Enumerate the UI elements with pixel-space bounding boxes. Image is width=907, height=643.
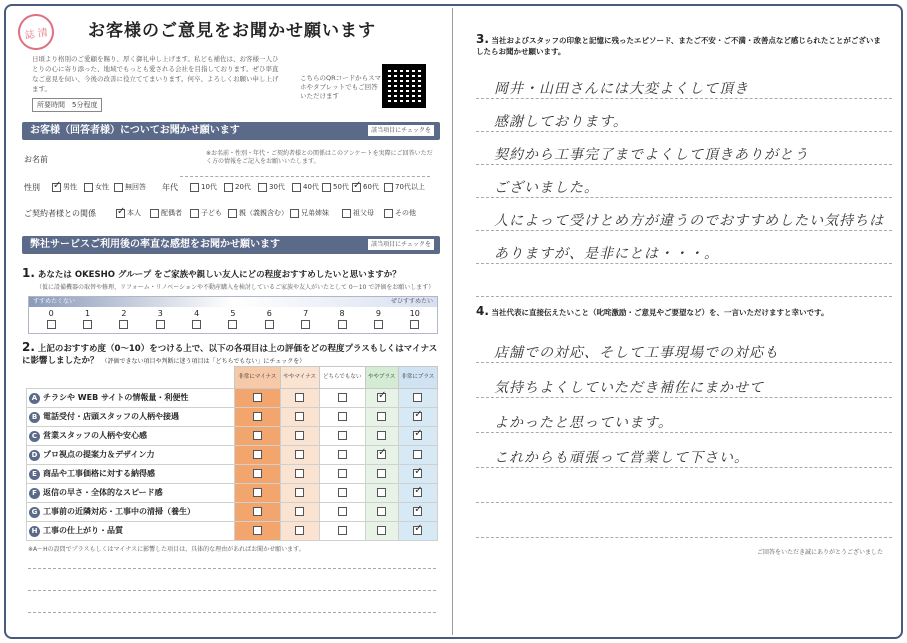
item-letter-badge: E (29, 469, 40, 480)
evaluation-header-row (27, 367, 438, 389)
evaluation-row (27, 503, 438, 522)
checkbox[interactable] (265, 320, 274, 329)
item-text: 商品や工事価格に対する納得感 (43, 469, 155, 478)
survey-title: お客様のご意見をお聞かせ願います (88, 21, 376, 41)
scale-option[interactable] (291, 309, 321, 331)
handwritten-answer: よかったと思っています。 (494, 415, 673, 431)
page-fold (452, 8, 453, 635)
checkbox[interactable] (301, 320, 310, 329)
recommend-scale (28, 296, 438, 334)
evaluation-cell[interactable] (235, 446, 281, 465)
evaluation-cell[interactable] (398, 522, 437, 541)
checkbox[interactable] (413, 507, 422, 516)
handwritten-answer: ございました。 (494, 180, 599, 196)
answer-line[interactable] (476, 131, 892, 132)
checkbox[interactable] (190, 183, 199, 192)
checkbox[interactable] (114, 183, 123, 192)
answer-line[interactable] (476, 263, 892, 264)
item-text: 営業スタッフの人柄や安心感 (43, 431, 147, 440)
gender-female[interactable]: 女性 (84, 182, 109, 192)
evaluation-cell[interactable] (365, 503, 398, 522)
checkbox[interactable] (338, 526, 347, 535)
check-note: 該当項目にチェックを (368, 239, 434, 250)
evaluation-cell[interactable] (319, 446, 365, 465)
evaluation-item-label (27, 446, 235, 465)
evaluation-row (27, 522, 438, 541)
evaluation-cell[interactable] (319, 389, 365, 408)
scale-number: 5 (230, 309, 236, 318)
scale-number: 3 (157, 309, 163, 318)
checkbox[interactable] (384, 209, 393, 218)
checkbox[interactable] (377, 469, 386, 478)
age-60s[interactable]: ✓ 60代 (352, 182, 379, 192)
evaluation-cell[interactable] (235, 465, 281, 484)
scale-number: 6 (266, 309, 272, 318)
age-40s[interactable]: 40代 (292, 182, 319, 192)
stamp-seal: 誌 清 (16, 12, 57, 53)
evaluation-item-label (27, 484, 235, 503)
relation-other[interactable]: その他 (384, 208, 416, 218)
checkbox[interactable] (253, 412, 262, 421)
checkbox[interactable] (338, 431, 347, 440)
checkbox[interactable] (224, 183, 233, 192)
scale-option[interactable] (400, 309, 430, 331)
question-4-title: 4. 当社代表に直接伝えたいこと（叱咤激励・ご意見やご要望など）を、一言いただけますと幸いです。 (476, 304, 829, 318)
scale-number: 8 (339, 309, 345, 318)
checkbox[interactable] (253, 526, 262, 535)
evaluation-cell[interactable] (398, 408, 437, 427)
evaluation-cell[interactable] (319, 484, 365, 503)
scale-number: 2 (121, 309, 127, 318)
question-1-subtitle: （仮に設備機器の取替や修理、リフォーム・リノベーションや不動産購入を検討しているご家族や友人がいたとして 0〜10 で評価をお願いします） (36, 284, 435, 291)
reason-line[interactable] (28, 612, 436, 613)
question-2-title: 2. 上記のおすすめ度（0〜10）をつける上で、以下の各項目は上の評価をどの程度プラスもしくはマイナスに影響しましたか？ （評価できない項目や判断に迷う項目は「どちらでもない」にチェックを） (22, 340, 438, 366)
evaluation-cell[interactable] (398, 465, 437, 484)
check-note: 該当項目にチェックを (368, 125, 434, 136)
checkbox[interactable] (352, 183, 361, 192)
checkbox[interactable] (338, 393, 347, 402)
col-slightly-negative: ややマイナス (280, 367, 319, 389)
handwritten-answer: 感謝しております。 (494, 114, 628, 130)
item-letter-badge: A (29, 393, 40, 404)
checkbox[interactable] (192, 320, 201, 329)
col-very-positive: 非常にプラス (398, 367, 437, 389)
checkbox[interactable] (292, 183, 301, 192)
scale-option[interactable] (327, 309, 357, 331)
checkbox[interactable] (295, 393, 304, 402)
checkbox[interactable] (377, 488, 386, 497)
checkbox[interactable] (156, 320, 165, 329)
age-20s[interactable]: 20代 (224, 182, 251, 192)
checkbox[interactable] (150, 209, 159, 218)
evaluation-cell[interactable] (280, 522, 319, 541)
scale-number: 9 (375, 309, 381, 318)
checkbox[interactable] (377, 507, 386, 516)
evaluation-row (27, 389, 438, 408)
checkbox[interactable] (258, 183, 267, 192)
evaluation-cell[interactable] (365, 484, 398, 503)
checkbox[interactable] (413, 469, 422, 478)
item-text: 工事の仕上がり・品質 (43, 526, 123, 535)
evaluation-row (27, 484, 438, 503)
scale-option[interactable] (73, 309, 103, 331)
item-text: 工事前の近隣対応・工事中の清掃（養生） (43, 507, 195, 516)
evaluation-cell[interactable] (319, 408, 365, 427)
item-letter-badge: H (29, 526, 40, 537)
item-letter-badge: G (29, 507, 40, 518)
checkbox[interactable] (377, 526, 386, 535)
evaluation-row (27, 408, 438, 427)
scale-option[interactable] (254, 309, 284, 331)
evaluation-item-label (27, 427, 235, 446)
handwritten-answer: ありますが、是非にとは・・・。 (494, 246, 719, 262)
checkbox[interactable] (342, 209, 351, 218)
scale-number: 7 (303, 309, 309, 318)
qr-code-icon[interactable] (382, 64, 426, 108)
relation-grandparent[interactable]: 祖父母 (342, 208, 374, 218)
evaluation-cell[interactable] (365, 465, 398, 484)
section-respondent-header (22, 122, 440, 140)
checkbox[interactable] (84, 183, 93, 192)
checkbox[interactable] (338, 488, 347, 497)
checkbox[interactable] (413, 488, 422, 497)
evaluation-cell[interactable] (280, 484, 319, 503)
checkbox[interactable] (295, 450, 304, 459)
answer-line[interactable] (476, 362, 892, 363)
checkbox[interactable] (374, 320, 383, 329)
checkbox[interactable] (377, 412, 386, 421)
evaluation-cell[interactable] (398, 446, 437, 465)
relation-self[interactable]: ✓ 本人 (116, 208, 141, 218)
answer-line[interactable] (476, 467, 892, 468)
gender-male[interactable]: ✓ 男性 (52, 182, 77, 192)
checkbox[interactable] (190, 209, 199, 218)
answer-line[interactable] (476, 230, 892, 231)
evaluation-cell[interactable] (280, 465, 319, 484)
checkbox[interactable] (377, 450, 386, 459)
answer-line[interactable] (476, 432, 892, 433)
section-impression-title: 弊社サービスご利用後の率直な感想をお聞かせ願います (30, 239, 280, 250)
relation-spouse[interactable]: 配偶者 (150, 208, 182, 218)
scale-option[interactable] (109, 309, 139, 331)
evaluation-table (26, 366, 438, 541)
handwritten-answer: 岡井・山田さんには大変よくして頂き (494, 81, 749, 97)
checkbox[interactable] (253, 431, 262, 440)
handwritten-answer: 店舗での対応、そして工事現場での対応も (494, 345, 779, 361)
evaluation-cell[interactable] (398, 427, 437, 446)
checkbox[interactable] (384, 183, 393, 192)
scale-number: 0 (48, 309, 54, 318)
reason-line[interactable] (28, 590, 436, 591)
checkbox[interactable] (116, 209, 125, 218)
scale-high-label: ぜひすすめたい (390, 298, 433, 305)
checkbox[interactable] (338, 450, 347, 459)
checkbox[interactable] (322, 183, 331, 192)
handwritten-answer: 契約から工事完了までよくして頂きありがとう (494, 147, 809, 163)
checkbox[interactable] (295, 507, 304, 516)
checkbox[interactable] (295, 431, 304, 440)
intro-text: 日頃より格別のご愛顧を賜り、厚く御礼申し上げます。私ども補佐は、お客様一人ひとりの心に寄り添った、地域でもっとも愛される会社を目指しております。ぜひ率直なご意見を伺い、今後の改善に役立ててまいります。何卒、よろしくお願い申し上げます。 (32, 55, 279, 93)
answer-line[interactable] (476, 164, 892, 165)
evaluation-cell[interactable] (365, 408, 398, 427)
scale-number: 10 (409, 309, 420, 318)
gender-label: 性別 (24, 183, 40, 192)
age-30s[interactable]: 30代 (258, 182, 285, 192)
privacy-note: ※お名前・性別・年代・ご契約者様との関係はこのアンケートを実際にご回答いただく方の情報をご記入をお願いいたします。 (206, 150, 433, 165)
evaluation-cell[interactable] (319, 465, 365, 484)
checkbox[interactable] (338, 412, 347, 421)
checkbox[interactable] (253, 469, 262, 478)
name-label: お名前 (24, 155, 48, 164)
checkbox[interactable] (295, 412, 304, 421)
evaluation-cell[interactable] (398, 503, 437, 522)
evaluation-cell[interactable] (319, 503, 365, 522)
relation-label: ご契約者様との関係 (24, 209, 96, 218)
answer-line[interactable] (476, 296, 892, 297)
item-text: プロ視点の提案力＆デザイン力 (43, 450, 155, 459)
evaluation-cell[interactable] (235, 484, 281, 503)
item-letter-badge: D (29, 450, 40, 461)
checkbox[interactable] (410, 320, 419, 329)
age-10s[interactable]: 10代 (190, 182, 217, 192)
checkbox[interactable] (295, 488, 304, 497)
reason-line[interactable] (28, 568, 436, 569)
age-70s[interactable]: 70代以上 (384, 182, 425, 192)
scale-option[interactable] (363, 309, 393, 331)
evaluation-item-label (27, 522, 235, 541)
evaluation-cell[interactable] (365, 446, 398, 465)
checkbox[interactable] (338, 469, 347, 478)
evaluation-cell[interactable] (235, 522, 281, 541)
scale-number: 4 (194, 309, 200, 318)
checkbox[interactable] (253, 488, 262, 497)
evaluation-cell[interactable] (319, 427, 365, 446)
scale-numbers (29, 307, 437, 331)
time-required: 所要時間 5分程度 (32, 98, 102, 112)
evaluation-cell[interactable] (365, 427, 398, 446)
evaluation-item-label (27, 465, 235, 484)
checkbox[interactable] (47, 320, 56, 329)
checkbox[interactable] (119, 320, 128, 329)
checkbox[interactable] (253, 450, 262, 459)
checkbox[interactable] (413, 393, 422, 402)
col-slightly-positive: ややプラス (365, 367, 398, 389)
reason-note: ※A〜Hの設問でプラスもしくはマイナスに影響した項目は、具体的な理由があればお聞かせ願います。 (28, 546, 305, 553)
handwritten-answer: 人によって受けとめ方が違うのでおすすめしたい気持ちは (494, 213, 885, 229)
header-blank (27, 367, 235, 389)
evaluation-cell[interactable] (319, 522, 365, 541)
age-50s[interactable]: 50代 (322, 182, 349, 192)
question-3-title: 3. 当社およびスタッフの印象と記憶に残ったエピソード、またご不安・ご不満・改善点など感じられたことがございましたらお聞かせ願います。 (476, 32, 881, 56)
checkbox[interactable] (228, 209, 237, 218)
evaluation-row (27, 465, 438, 484)
name-field[interactable] (180, 176, 430, 177)
item-letter-badge: C (29, 431, 40, 442)
evaluation-cell[interactable] (280, 427, 319, 446)
answer-line[interactable] (476, 197, 892, 198)
evaluation-cell[interactable] (398, 484, 437, 503)
checkbox[interactable] (413, 526, 422, 535)
item-letter-badge: B (29, 412, 40, 423)
checkbox[interactable] (228, 320, 237, 329)
scale-number: 1 (84, 309, 91, 318)
checkbox[interactable] (52, 183, 61, 192)
evaluation-row (27, 427, 438, 446)
checkbox[interactable] (413, 412, 422, 421)
checkbox[interactable] (377, 431, 386, 440)
checkbox[interactable] (253, 393, 262, 402)
evaluation-cell[interactable] (398, 389, 437, 408)
relation-parent[interactable]: 親（義親含む） (228, 208, 288, 218)
checkbox[interactable] (253, 507, 262, 516)
checkbox[interactable] (290, 209, 299, 218)
checkbox[interactable] (413, 431, 422, 440)
answer-line[interactable] (476, 537, 892, 538)
question-1-title: 1. あなたは OKESHO グループ をご家族や親しい友人にどの程度おすすめしたいと思いますか？ (22, 266, 401, 280)
evaluation-cell[interactable] (235, 408, 281, 427)
age-label: 年代 (162, 183, 178, 192)
scale-option[interactable] (145, 309, 175, 331)
evaluation-cell[interactable] (280, 408, 319, 427)
scale-option[interactable] (36, 309, 66, 331)
col-neutral: どちらでもない (319, 367, 365, 389)
checkbox[interactable] (377, 393, 386, 402)
evaluation-body (27, 389, 438, 541)
item-text: チラシや WEB サイトの情報量・利便性 (43, 393, 189, 402)
handwritten-answer: これからも頑張って営業して下さい。 (494, 450, 749, 466)
checkbox[interactable] (338, 320, 347, 329)
item-text: 返信の早さ・全体的なスピード感 (43, 488, 163, 497)
scale-low-label: すすめたくない (33, 298, 76, 305)
col-very-negative: 非常にマイナス (235, 367, 281, 389)
handwritten-answer: 気持ちよくしていただき補佐にまかせて (494, 380, 764, 396)
item-letter-badge: F (29, 488, 40, 499)
evaluation-item-label (27, 408, 235, 427)
answer-line[interactable] (476, 98, 892, 99)
relation-sibling[interactable]: 兄弟姉妹 (290, 208, 329, 218)
evaluation-cell[interactable] (280, 503, 319, 522)
checkbox[interactable] (413, 450, 422, 459)
section-impression-header (22, 236, 440, 254)
evaluation-item-label (27, 389, 235, 408)
answer-line[interactable] (476, 502, 892, 503)
evaluation-row (27, 446, 438, 465)
scale-option[interactable] (218, 309, 248, 331)
scale-option[interactable] (182, 309, 212, 331)
answer-line[interactable] (476, 397, 892, 398)
checkbox[interactable] (83, 320, 92, 329)
item-text: 電話受付・店頭スタッフの人柄や接遇 (43, 412, 179, 421)
scale-header (29, 297, 437, 307)
thanks-message: ご回答をいただき誠にありがとうございました (756, 549, 883, 556)
evaluation-cell[interactable] (280, 389, 319, 408)
checkbox[interactable] (295, 469, 304, 478)
checkbox[interactable] (295, 526, 304, 535)
relation-child[interactable]: 子ども (190, 208, 222, 218)
gender-none[interactable]: 無回答 (114, 182, 146, 192)
section-respondent-title: お客様（回答者様）についてお聞かせ願います (30, 125, 240, 136)
evaluation-cell[interactable] (365, 389, 398, 408)
evaluation-cell[interactable] (365, 522, 398, 541)
evaluation-cell[interactable] (235, 503, 281, 522)
evaluation-item-label (27, 503, 235, 522)
evaluation-cell[interactable] (235, 427, 281, 446)
evaluation-cell[interactable] (280, 446, 319, 465)
checkbox[interactable] (338, 507, 347, 516)
qr-caption: こちらのQRコードからスマホやタブレットでもご回答いただけます (300, 74, 382, 100)
evaluation-cell[interactable] (235, 389, 281, 408)
